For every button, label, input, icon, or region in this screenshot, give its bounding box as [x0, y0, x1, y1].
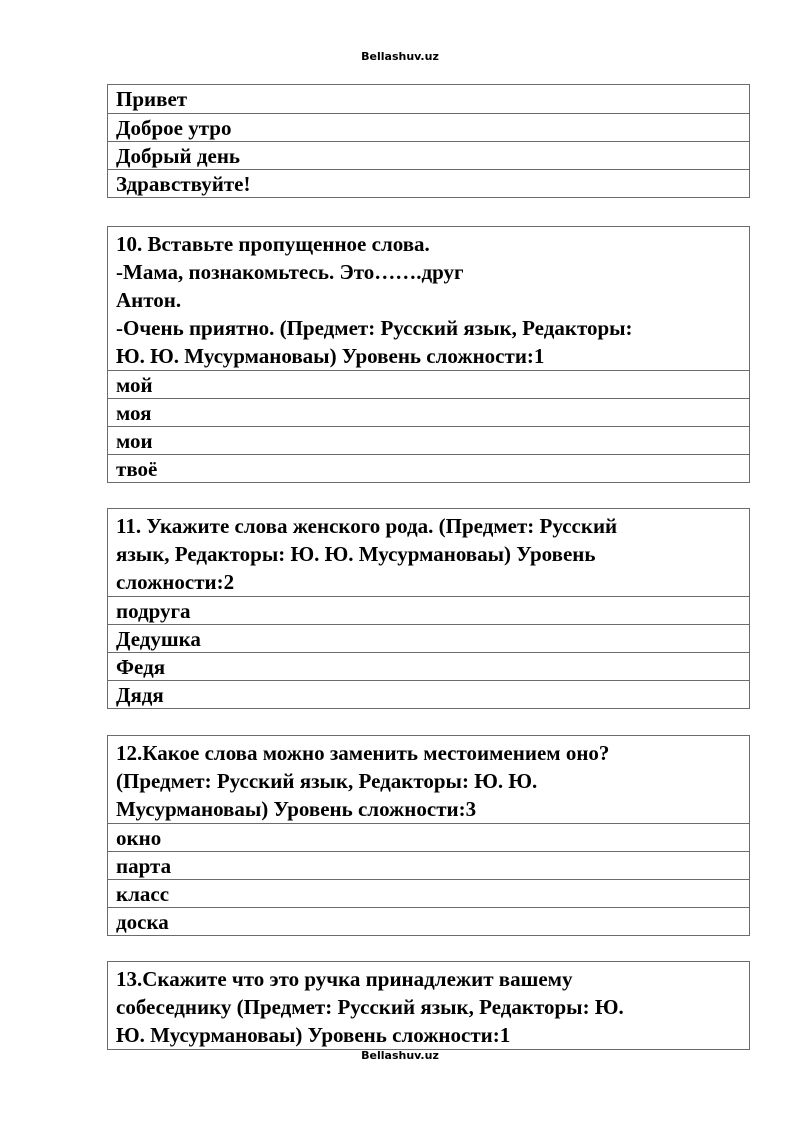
question-line: Ю. Мусурмановаы) Уровень сложности:1 [116, 1023, 511, 1047]
question-line: 10. Вставьте пропущенное слова. [116, 232, 430, 256]
question-line: 12.Какое слова можно заменить местоимением оно? [116, 741, 610, 765]
question-12-text [108, 736, 749, 823]
answer-block-greetings [107, 84, 750, 198]
page-footer: Bellashuv.uz [361, 1049, 439, 1062]
option-row: окно [108, 823, 749, 851]
question-line: Антон. [116, 288, 182, 312]
option-row: мои [108, 426, 749, 454]
question-line: (Предмет: Русский язык, Редакторы: Ю. Ю. [116, 769, 538, 793]
option-row: парта [108, 851, 749, 879]
option-row: Дедушка [108, 624, 749, 652]
option-row: твоё [108, 454, 749, 482]
question-line: -Мама, познакомьтесь. Это…….друг [116, 260, 464, 284]
question-line: собеседнику (Предмет: Русский язык, Редакторы: Ю. [116, 995, 624, 1019]
question-line: язык, Редакторы: Ю. Ю. Мусурмановаы) Уровень [116, 542, 596, 566]
option-row: Здравствуйте! [108, 169, 749, 197]
question-11-block [107, 508, 750, 709]
option-row: моя [108, 398, 749, 426]
question-10-block [107, 226, 750, 483]
question-13-text [108, 962, 749, 1049]
option-row: Доброе утро [108, 113, 749, 141]
option-row: класс [108, 879, 749, 907]
page-header: Bellashuv.uz [361, 50, 439, 63]
option-row: Федя [108, 652, 749, 680]
question-12-block [107, 735, 750, 936]
option-row: мой [108, 370, 749, 398]
question-10-text [108, 227, 749, 370]
question-line: 13.Скажите что это ручка принадлежит вашему [116, 967, 573, 991]
question-line: -Очень приятно. (Предмет: Русский язык, Редакторы: [116, 316, 633, 340]
question-11-text [108, 509, 749, 596]
option-row: Привет [116, 87, 188, 111]
option-row: Добрый день [108, 141, 749, 169]
option-row: доска [108, 907, 749, 935]
question-line: 11. Укажите слова женского рода. (Предмет: Русский [116, 514, 618, 538]
question-line: Ю. Ю. Мусурмановаы) Уровень сложности:1 [116, 344, 545, 368]
option-row: подруга [108, 596, 749, 624]
question-line: Мусурмановаы) Уровень сложности:3 [116, 797, 477, 821]
question-13-block [107, 961, 750, 1050]
question-line: сложности:2 [116, 570, 235, 594]
option-row: Дядя [108, 680, 749, 708]
